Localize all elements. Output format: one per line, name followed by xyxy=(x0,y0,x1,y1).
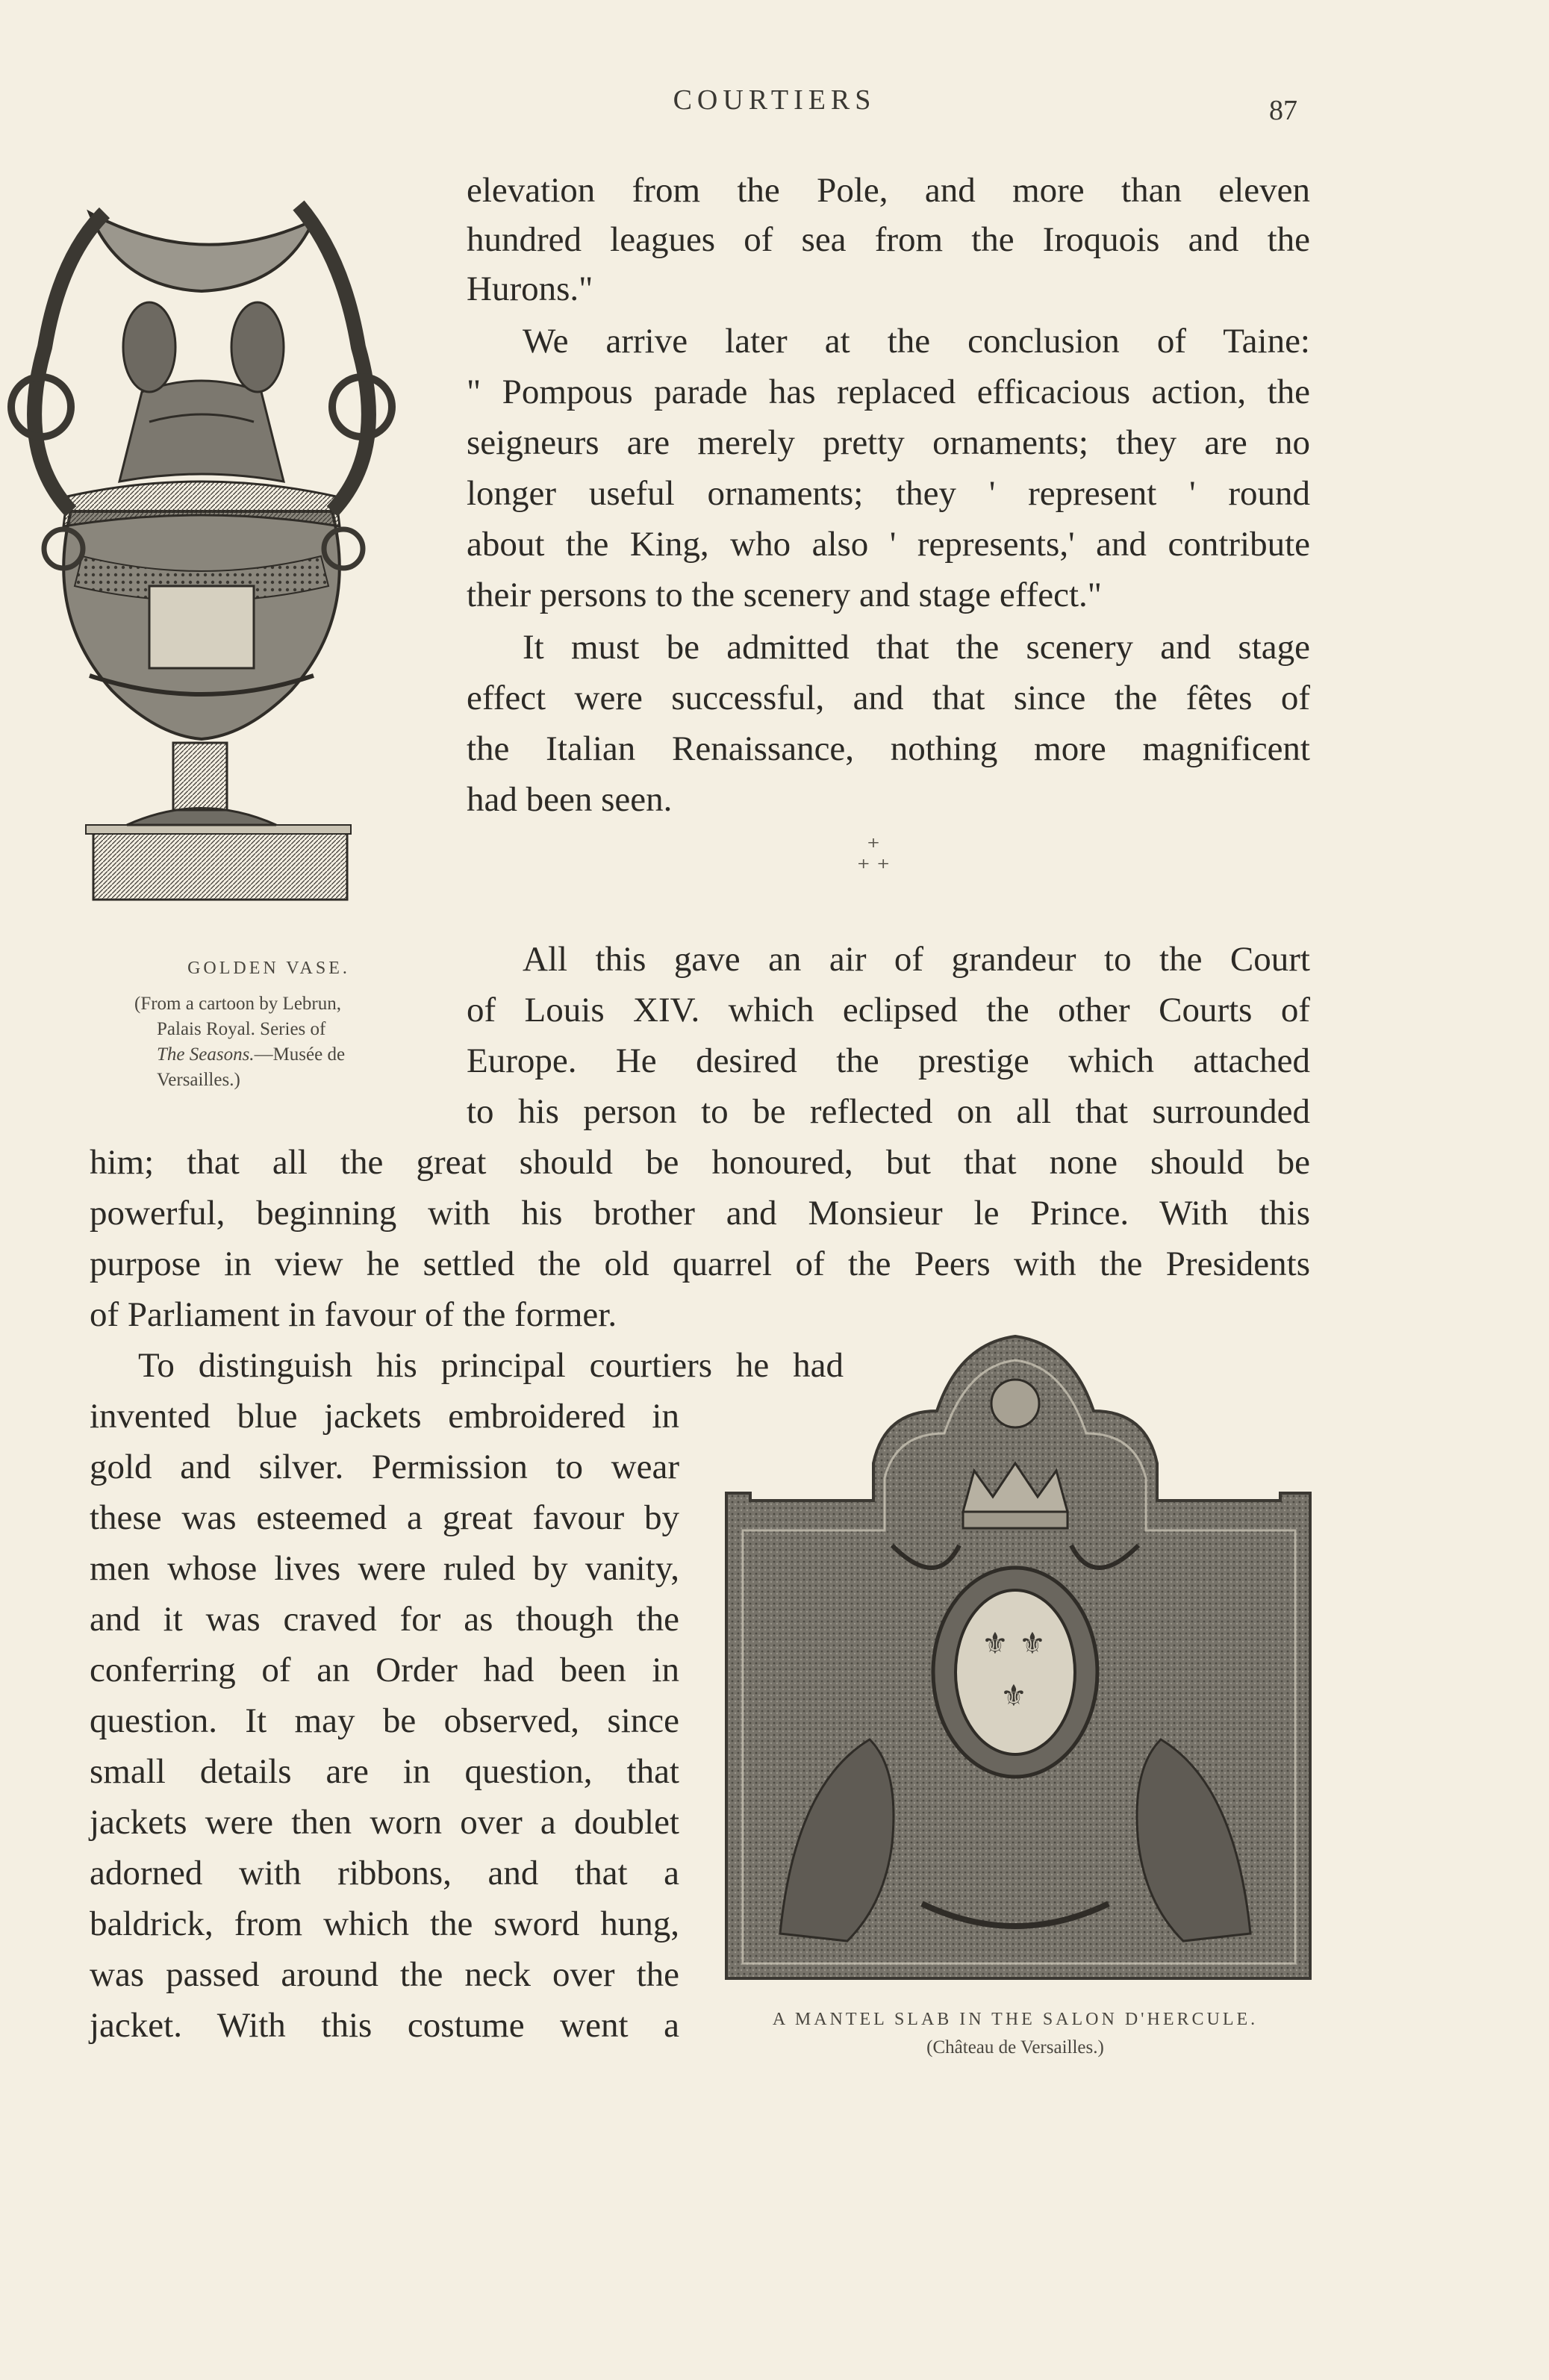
text-line: had been seen. xyxy=(467,780,673,819)
svg-text:⚜: ⚜ xyxy=(1019,1627,1046,1661)
fleuron-ornament xyxy=(844,834,903,882)
text-line: We arrive later at the conclusion of Taine: xyxy=(523,322,1310,361)
text-line: small details are in question, that xyxy=(90,1752,679,1791)
text-line: It must be admitted that the scenery and stage xyxy=(523,628,1310,667)
text-line: men whose lives were ruled by vanity, xyxy=(90,1549,679,1588)
text-line: their persons to the scenery and stage effect." xyxy=(467,576,1102,614)
text-line: him; that all the great should be honoured, but that none should be xyxy=(90,1143,1310,1182)
text-line: hundred leagues of sea from the Iroquois and the xyxy=(467,220,1310,259)
golden-vase-caption-line-1: (From a cartoon by Lebrun, xyxy=(134,994,342,1014)
text-line: seigneurs are merely pretty ornaments; they are no xyxy=(467,423,1310,462)
text-line: these was esteemed a great favour by xyxy=(90,1498,679,1537)
golden-vase-caption xyxy=(134,956,403,1093)
golden-vase-caption-line-4: Versailles.) xyxy=(157,1070,240,1090)
mantel-slab-caption-title: A MANTEL SLAB IN THE SALON D'HERCULE. xyxy=(772,2010,1259,2029)
text-line: Europe. He desired the prestige which attached xyxy=(467,1041,1310,1080)
text-line: elevation from the Pole, and more than eleven xyxy=(467,171,1310,210)
text-line: about the King, who also ' represents,' and contribute xyxy=(467,525,1310,564)
text-line: question. It may be observed, since xyxy=(90,1701,679,1740)
golden-vase-caption-title: GOLDEN VASE. xyxy=(187,959,350,978)
mantel-slab-caption-subtitle: (Château de Versailles.) xyxy=(926,2037,1104,2057)
golden-vase-caption-museum: —Musée de xyxy=(254,1044,346,1065)
text-line: purpose in view he settled the old quarrel of the Peers with the Presidents xyxy=(90,1244,1310,1283)
text-line: Hurons." xyxy=(467,270,593,308)
text-line: " Pompous parade has replaced efficacious action, the xyxy=(467,373,1310,411)
text-line: baldrick, from which the sword hung, xyxy=(90,1904,679,1943)
page-number: 87 xyxy=(1269,95,1297,126)
mantel-slab-caption xyxy=(717,2007,1314,2060)
golden-vase-caption-series: The Seasons. xyxy=(157,1044,255,1065)
fleuron-bottom: ⁺ ⁺ xyxy=(856,855,891,882)
text-line: and it was craved for as though the xyxy=(90,1600,679,1639)
text-line: To distinguish his principal courtiers he had xyxy=(138,1346,844,1385)
text-line: adorned with ribbons, and that a xyxy=(90,1854,679,1893)
golden-vase-illustration xyxy=(0,168,399,915)
text-line: gold and silver. Permission to wear xyxy=(90,1448,679,1486)
running-head: COURTIERS xyxy=(673,84,876,116)
fleuron-top: ⁺ xyxy=(867,834,880,862)
golden-vase-caption-line-2: Palais Royal. Series of xyxy=(157,1019,326,1039)
text-line: powerful, beginning with his brother and Monsieur le Prince. With this xyxy=(90,1194,1310,1233)
text-line: longer useful ornaments; they ' represent ' round xyxy=(467,474,1310,513)
golden-vase-caption-line-3 xyxy=(134,1042,403,1068)
text-line: effect were successful, and that since the fêtes of xyxy=(467,679,1310,717)
text-line: was passed around the neck over the xyxy=(90,1955,679,1994)
svg-text:⚜: ⚜ xyxy=(1000,1679,1027,1713)
svg-text:⚜: ⚜ xyxy=(982,1627,1009,1661)
text-line: jacket. With this costume went a xyxy=(90,2006,679,2045)
mantel-slab-illustration xyxy=(713,1321,1318,1986)
text-line: of Louis XIV. which eclipsed the other Courts of xyxy=(467,991,1310,1029)
text-line: conferring of an Order had been in xyxy=(90,1651,679,1689)
text-line: jackets were then worn over a doublet xyxy=(90,1803,679,1842)
text-line: to his person to be reflected on all that surrounded xyxy=(467,1092,1310,1131)
text-line: invented blue jackets embroidered in xyxy=(90,1397,679,1436)
text-line: the Italian Renaissance, nothing more magnificent xyxy=(467,729,1310,768)
text-line: All this gave an air of grandeur to the Court xyxy=(523,940,1310,979)
text-line: of Parliament in favour of the former. xyxy=(90,1295,617,1334)
